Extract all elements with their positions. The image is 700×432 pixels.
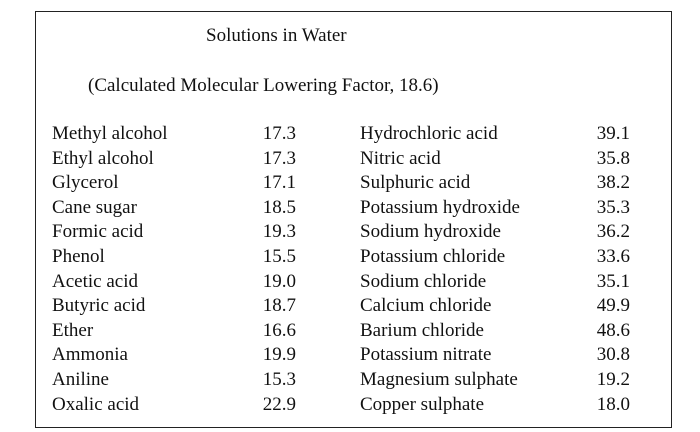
lowering-factor-value: 17.1: [262, 172, 296, 194]
substance-name: Potassium nitrate: [360, 344, 492, 366]
substance-name: Butyric acid: [52, 295, 146, 317]
substance-name: Potassium chloride: [360, 245, 506, 267]
table-row: [360, 270, 630, 295]
substance-name: Acetic acid: [52, 270, 138, 292]
substance-name: Aniline: [52, 368, 109, 390]
substance-name: Ethyl alcohol: [52, 147, 154, 169]
lowering-factor-value: 22.9: [262, 393, 296, 415]
lowering-factor-value: 18.7: [262, 295, 296, 317]
lowering-factor-value: 19.2: [596, 368, 630, 390]
lowering-factor-value: 48.6: [596, 319, 630, 341]
table-subtitle: (Calculated Molecular Lowering Factor, 18.6): [88, 75, 439, 96]
lowering-factor-value: 17.3: [262, 123, 296, 144]
table-row: [360, 245, 630, 270]
lowering-factor-value: 16.6: [262, 319, 296, 341]
lowering-factor-value: 15.3: [262, 368, 296, 390]
lowering-factor-value: 36.2: [596, 221, 630, 243]
right-column-list: [360, 122, 630, 417]
table-row: [52, 393, 296, 418]
substance-name: Glycerol: [52, 172, 119, 194]
lowering-factor-value: 18.0: [596, 393, 630, 415]
table-row: [52, 220, 296, 245]
substance-name: Ammonia: [52, 344, 128, 366]
table-row: [52, 319, 296, 344]
table-row: [360, 147, 630, 172]
table-row: [360, 319, 630, 344]
table-title: Solutions in Water: [206, 25, 347, 46]
substance-name: Copper sulphate: [360, 393, 485, 415]
table-row: [360, 196, 630, 221]
table-row: [52, 368, 296, 393]
substance-name: Formic acid: [52, 221, 144, 243]
substance-name: Cane sugar: [52, 196, 137, 218]
table-row: [360, 343, 630, 368]
substance-name: Sodium chloride: [360, 270, 487, 292]
table-row: [52, 147, 296, 172]
substance-name: Sulphuric acid: [360, 172, 471, 194]
lowering-factor-value: 19.3: [262, 221, 296, 243]
lowering-factor-value: 15.5: [262, 245, 296, 267]
left-column-list: [52, 122, 296, 417]
table-row: [360, 220, 630, 245]
lowering-factor-value: 33.6: [596, 245, 630, 267]
lowering-factor-value: 19.9: [262, 344, 296, 366]
substance-name: Ether: [52, 319, 94, 341]
table-row: [52, 294, 296, 319]
table-row: [52, 171, 296, 196]
table-row: [52, 343, 296, 368]
substance-name: Magnesium sulphate: [360, 368, 518, 390]
table-row: [360, 294, 630, 319]
lowering-factor-value: 39.1: [596, 123, 630, 144]
lowering-factor-value: 18.5: [262, 196, 296, 218]
substance-name: Oxalic acid: [52, 393, 140, 415]
substance-name: Phenol: [52, 245, 105, 267]
substance-name: Potassium hydroxide: [360, 196, 520, 218]
substance-name: Methyl alcohol: [52, 123, 168, 144]
substance-name: Nitric acid: [360, 147, 441, 169]
lowering-factor-value: 49.9: [596, 295, 630, 317]
table-row: [360, 368, 630, 393]
substance-name: Sodium hydroxide: [360, 221, 501, 243]
substance-name: Hydrochloric acid: [360, 123, 498, 144]
substance-name: Calcium chloride: [360, 295, 492, 317]
table-row: [52, 245, 296, 270]
lowering-factor-value: 35.1: [596, 270, 630, 292]
lowering-factor-value: 38.2: [596, 172, 630, 194]
substance-name: Barium chloride: [360, 319, 484, 341]
lowering-factor-value: 19.0: [262, 270, 296, 292]
lowering-factor-value: 35.8: [596, 147, 630, 169]
table-row: [360, 393, 630, 418]
lowering-factor-value: 35.3: [596, 196, 630, 218]
lowering-factor-value: 17.3: [262, 147, 296, 169]
table-row: [360, 122, 630, 147]
table-row: [52, 196, 296, 221]
table-row: [52, 122, 296, 147]
table-row: [360, 171, 630, 196]
lowering-factor-value: 30.8: [596, 344, 630, 366]
table-row: [52, 270, 296, 295]
